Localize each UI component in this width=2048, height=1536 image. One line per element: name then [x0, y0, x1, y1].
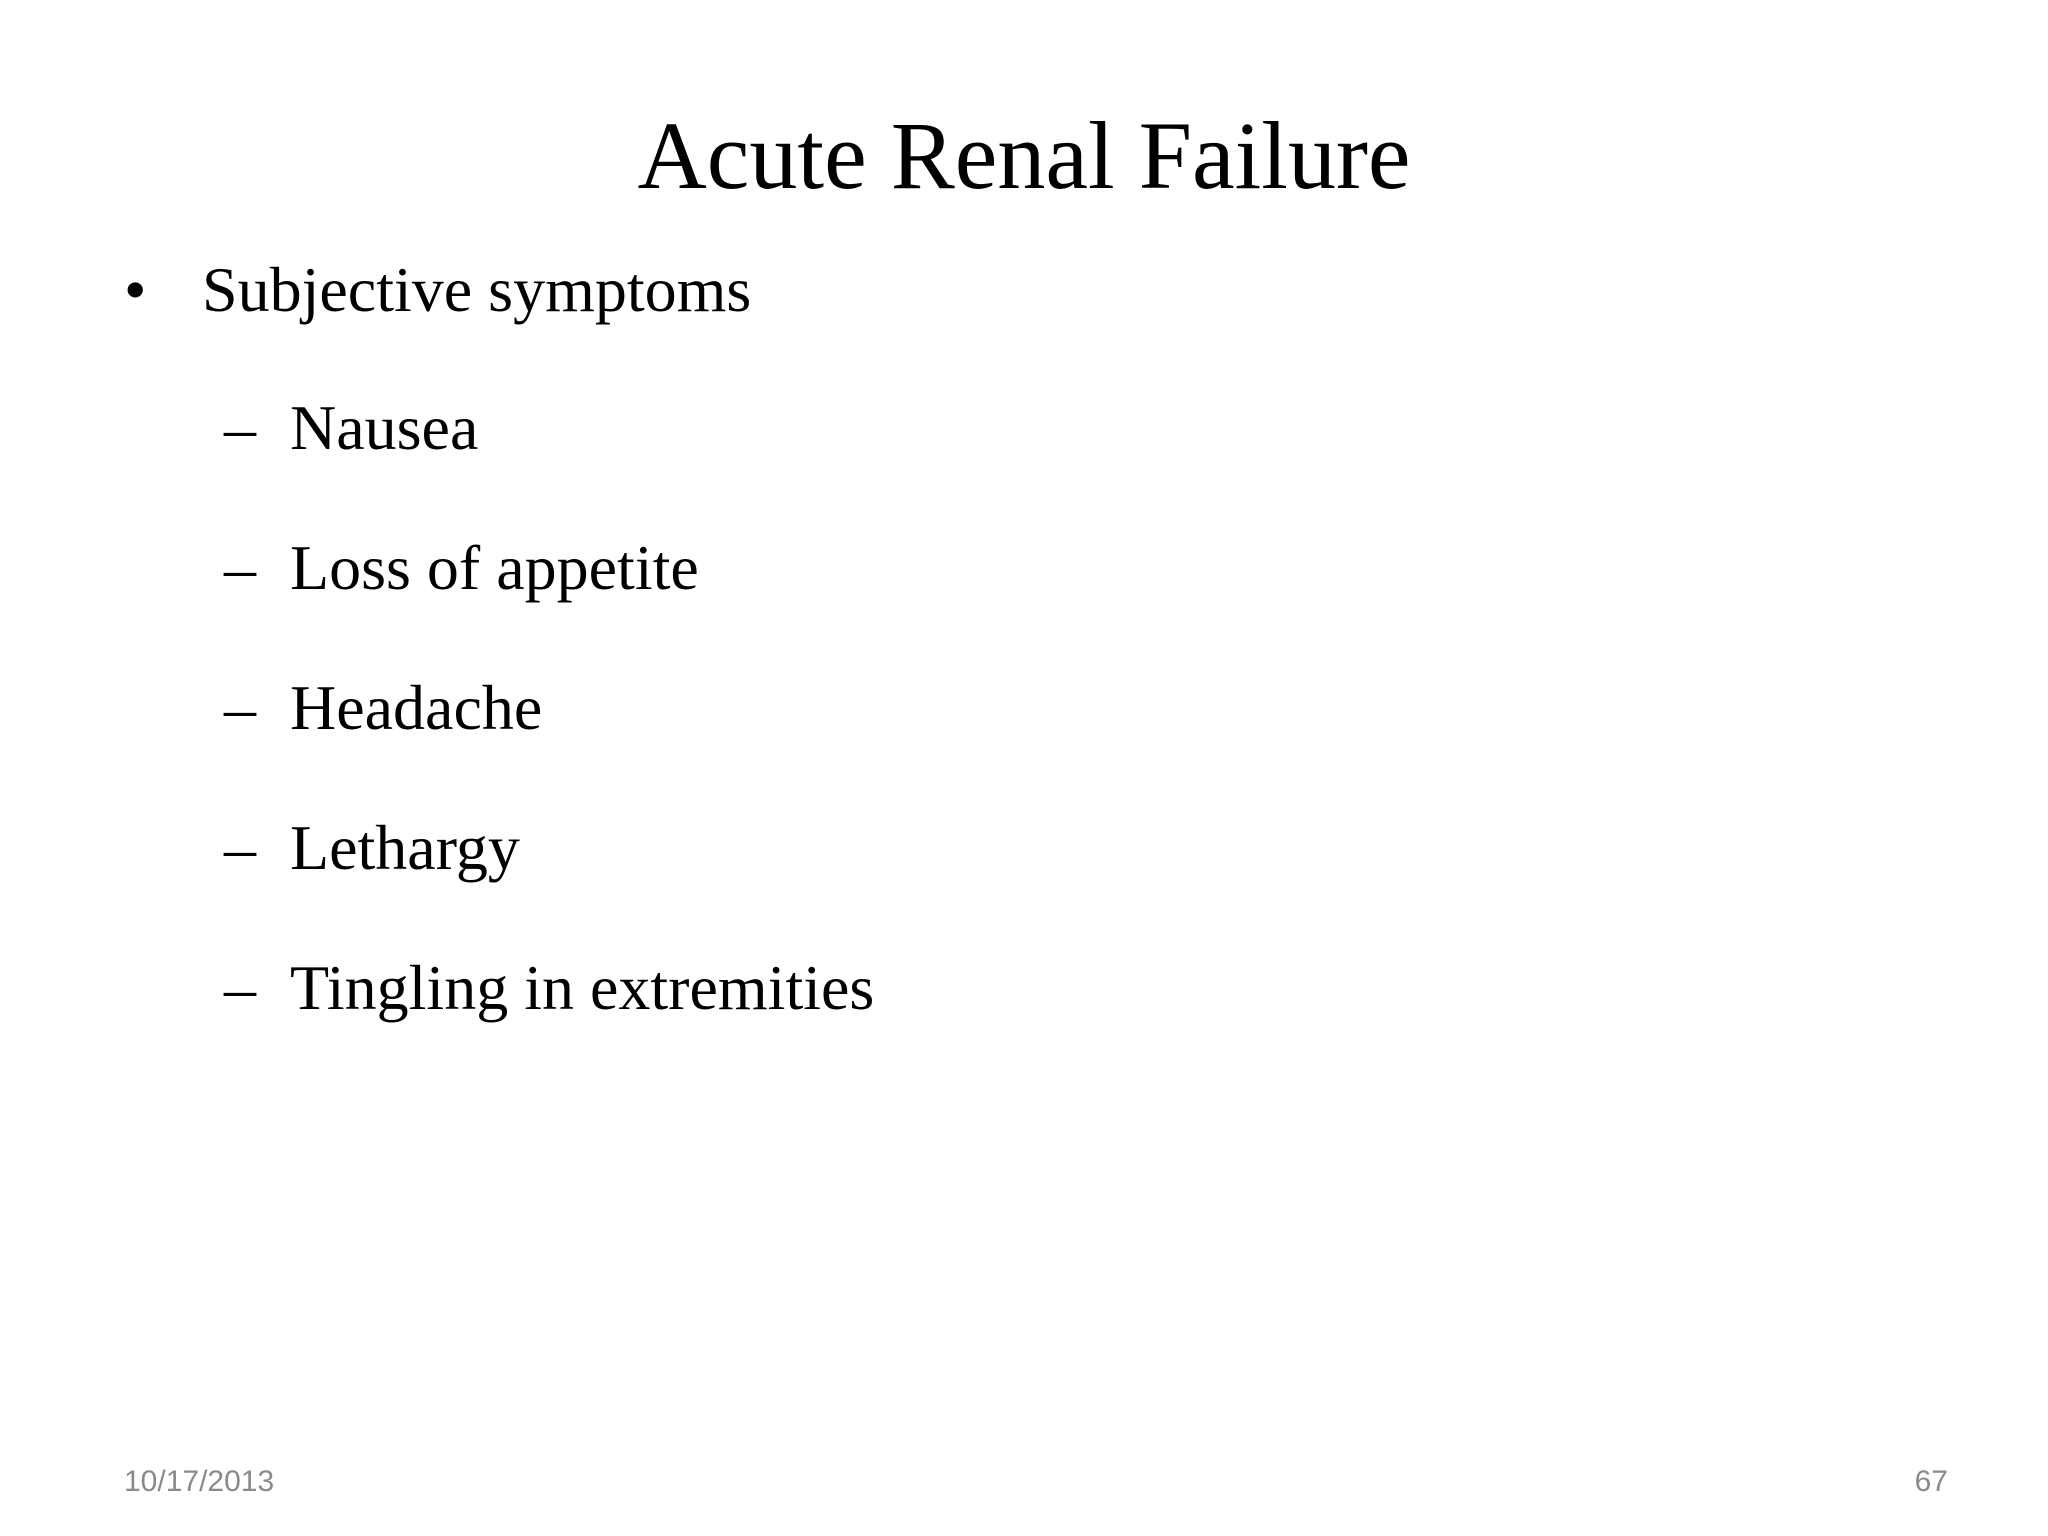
sub-bullet-text: Tingling in extremities — [290, 952, 875, 1023]
sub-bullet-item — [224, 528, 874, 668]
bullet-subjective-symptoms — [124, 250, 751, 330]
dash-marker: – — [224, 392, 256, 463]
sub-bullet-text: Lethargy — [290, 812, 520, 883]
sub-bullet-item — [224, 948, 874, 1088]
sub-bullet-item — [224, 808, 874, 948]
bullet-marker: • — [124, 254, 147, 325]
dash-marker: – — [224, 812, 256, 883]
bullet-text: Subjective symptoms — [202, 254, 752, 325]
slide-title: Acute Renal Failure — [637, 102, 1411, 209]
sub-bullet-list — [224, 388, 874, 1088]
sub-bullet-text: Nausea — [290, 392, 479, 463]
dash-marker: – — [224, 532, 256, 603]
footer-date: 10/17/2013 — [124, 1465, 275, 1498]
sub-bullet-item — [224, 668, 874, 808]
sub-bullet-item — [224, 388, 874, 528]
dash-marker: – — [224, 952, 256, 1023]
sub-bullet-text: Headache — [290, 672, 543, 743]
sub-bullet-text: Loss of appetite — [290, 532, 699, 603]
dash-marker: – — [224, 672, 256, 743]
footer-page-number: 67 — [1914, 1465, 1948, 1498]
